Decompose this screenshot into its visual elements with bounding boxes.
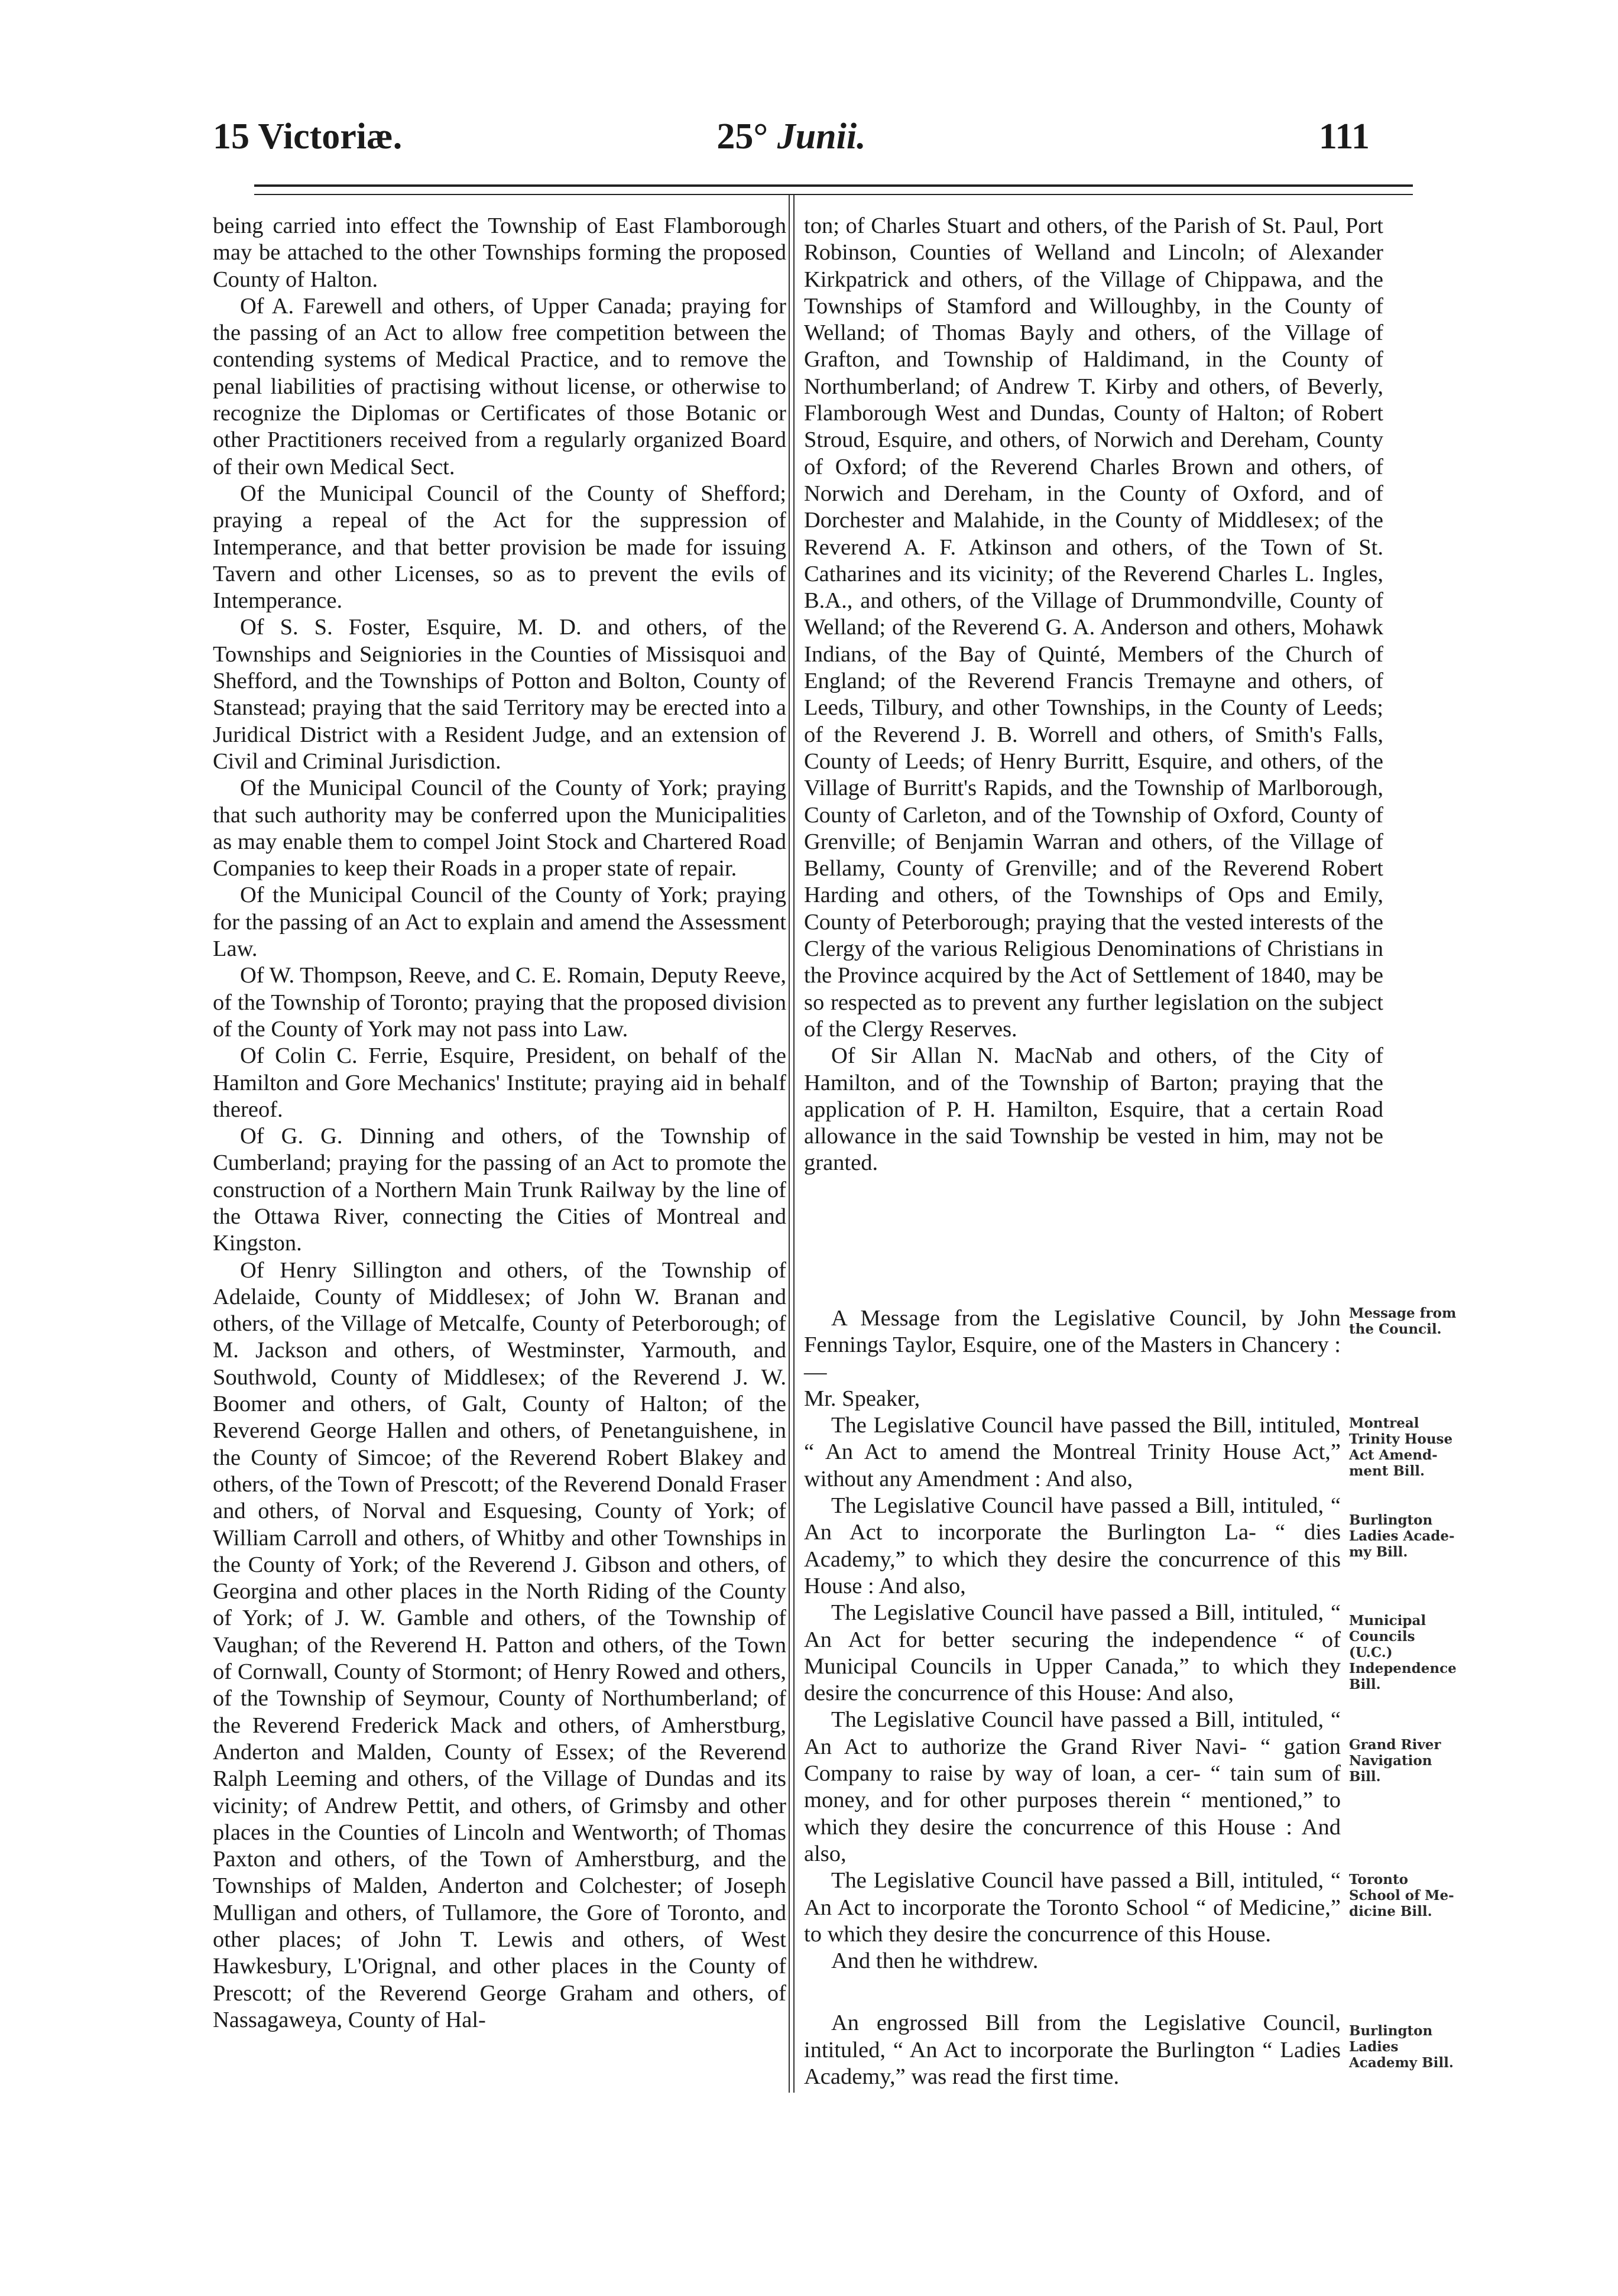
margin-note-line: Trinity House [1349,1431,1453,1447]
margin-note-line: Toronto [1349,1872,1408,1888]
bill-paragraph: The Legislative Council have passed a Bill, intituled, “ An Act to authorize the Grand River Navi- “ gation Company to raise by way of loan, a cer- “ tain sum of money, and for other purposes therein “ mentioned,” to which they desire the concurrence of this House : And also, [804,1707,1341,1866]
withdrew-line: And then he withdrew. [831,1948,1039,1974]
header-month: Junii. [777,116,866,157]
margin-note-line: Grand River [1349,1737,1441,1753]
margin-note-line: ment Bill. [1349,1463,1425,1479]
margin-note [1349,1872,1454,1919]
header-rule-thick [254,184,1413,187]
margin-note-line: Act Amend- [1349,1447,1438,1463]
engrossed-bill-paragraph: An engrossed Bill from the Legislative Council, intituled, “ An Act to incorporate the Burlington “ Ladies Academy,” was read the first time. [804,2010,1341,2090]
margin-note-line: Montreal [1349,1415,1419,1431]
margin-note [1349,1512,1455,1560]
margin-note [1349,1613,1457,1692]
margin-note [1349,1737,1441,1785]
bill-paragraph: The Legislative Council have passed the Bill, intituled, “ An Act to amend the Montreal Trinity House Act,” without any Amendment : And also, [804,1413,1341,1491]
petition-paragraph: Of S. S. Foster, Esquire, M. D. and others, of the Townships and Seigniories in the Counties of Missisquoi and Shefford, and the Townships of Potton and Bolton, County of Stanstead; praying that the said Territory may be erected into a Juridical District with a Resident Judge, and an extension of Civil and Criminal Jurisdiction. [213,615,786,774]
margin-note [1349,2023,1454,2071]
bill-paragraph: The Legislative Council have passed a Bill, intituled, “ An Act to incorporate the Burlington La- “ dies Academy,” to which they desire the concurrence of this House : And also, [804,1493,1341,1598]
bill-paragraph: The Legislative Council have passed a Bill, intituled, “ An Act for better securing the independence “ of Municipal Councils in Upper Canada,” to which they desire the concurrence of this House: And also, [804,1600,1341,1706]
margin-note-line: Ladies Acade- [1349,1528,1455,1544]
margin-note [1349,1415,1452,1479]
margin-note-line: Councils [1349,1629,1415,1645]
left-column [213,213,786,2034]
margin-note-line: Academy Bill. [1349,2055,1454,2071]
petition-paragraph: Of Henry Sillington and others, of the Township of Adelaide, County of Middlesex; of John W. Branan and others, of the Village of Metcalfe, County of Peterborough; of M. Jackson and others, of Westminster, Yarmouth, and Southwold, County of Middlesex; of the Reverend J. W. Boomer and others, of Galt, County of Halton; of the Reverend George Hallen and others, of Penetanguishene, in the County of Simcoe; of the Reverend Robert Blakey and others, of the Town of Prescott; of the Reverend Donald Fraser and others, of Norval and Esquesing, County of York; of William Carroll and others, of Whitby and other Townships in the County of York; of the Reverend J. Gibson and others, of Georgina and other places in the North Riding of the County of York; of J. W. Gamble and others, of the Township of Vaughan; of the Reverend H. Patton and others, of the Town of Cornwall, County of Stormont; of Henry Rowed and others, of the Township of Seymour, County of Northumberland; of the Reverend Frederick Mack and others, of Amherstburg, Anderton and Malden, County of Essex; of the Reverend Ralph Leeming and others, of the Village of Dundas and its vicinity; of Andrew Pettit, and others, of Grimsby and other places in the Counties of Lincoln and Wentworth; of Thomas Paxton and others, of the Town of Amherstburg, and the Townships of Malden, Anderton and Colchester; of Joseph Mulligan and others, of Tullamore, the Gore of Toronto, and other places; of John T. Lewis and others, of West Hawkesbury, L'Orignal, and other places in the County of Prescott; of the Reverend George Graham and others, of Nassagaweya, County of Hal- [213,1257,786,2032]
margin-note-line: Navigation [1349,1753,1432,1769]
margin-note-line: the Council. [1349,1321,1442,1337]
margin-note-line: Burlington [1349,2023,1433,2039]
petition-paragraph: Of W. Thompson, Reeve, and C. E. Romain, Deputy Reeve, of the Township of Toronto; praying that the proposed division of the County of York may not pass into Law. [213,963,786,1042]
margin-note-line: Burlington [1349,1512,1433,1528]
petition-paragraph: ton; of Charles Stuart and others, of the Parish of St. Paul, Port Robinson, Counties of Welland and Lincoln; of Alexander Kirkpatrick and others, of the Village of Chippawa, and the Townships of Stamford and Willoughby, in the County of Welland; of Thomas Bayly and others, of the Village of Grafton, and Township of Haldimand, in the County of Northumberland; of Andrew T. Kirby and others, of Beverly, Flamborough West and Dundas, County of Halton; of Robert Stroud, Esquire, and others, of Norwich and Dereham, County of Oxford; of the Reverend Charles Brown and others, of Norwich and Dereham, in the County of Oxford, and of Dorchester and Malahide, in the County of Middlesex; of the Reverend A. F. Atkinson and others, of the Town of St. Catharines and its vicinity; of the Reverend Charles L. Ingles, B.A., and others, of the Village of Drummondville, County of Welland; of the Reverend G. A. Anderson and others, Mohawk Indians, of the Bay of Quinté, Members of the Church of England; of the Reverend Francis Tremayne and others, of Leeds, Tilbury, and other Townships, in the County of Leeds; of the Reverend J. B. Worrell and others, of Smith's Falls, County of Leeds; of Henry Burritt, Esquire, and others, of the Village of Burritt's Rapids, and the Township of Marlborough, County of Carleton, and of the Township of Oxford, County of Grenville; of Benjamin Warran and others, of the Village of Bellamy, County of Grenville; and of the Reverend Robert Harding and others, of the Townships of Ops and Emily, County of Peterborough; praying that the vested interests of the Clergy of the various Religious Denominations of Christians in the Province acquired by the Act of Settlement of 1840, may be so respected as to prevent any further legislation on the subject of the Clergy Reserves. [804,213,1383,1042]
petition-paragraph: Of Colin C. Ferrie, Esquire, President, on behalf of the Hamilton and Gore Mechanics' Institute; praying aid in behalf thereof. [213,1043,786,1122]
margin-note-line: Message from [1349,1305,1457,1321]
header-date [716,116,865,158]
header-rule-thin [254,194,1413,195]
page-number: 111 [1318,116,1370,157]
margin-note-line: Ladies [1349,2039,1399,2055]
petition-paragraph: being carried into effect the Township of East Flamborough may be attached to the other Townships forming the proposed County of Halton. [213,213,786,292]
margin-note-line: Municipal [1349,1613,1426,1629]
margin-note-line: Independence [1349,1661,1457,1676]
header-regnal-year: 15 Victoriæ. [213,116,403,157]
header-day: 25° [716,116,769,157]
petition-paragraph: Of G. G. Dinning and others, of the Township of Cumberland; praying for the passing of an Act to promote the construction of a Northern Main Trunk Railway by the line of the Ottawa River, connecting the Cities of Montreal and Kingston. [213,1124,786,1256]
message-intro: A Message from the Legislative Council, by John Fennings Taylor, Esquire, one of the Masters in Chancery :— [804,1306,1341,1384]
petition-paragraph: Of the Municipal Council of the County of York; praying that such authority may be conferred upon the Municipalities as may enable them to compel Joint Stock and Chartered Road Companies to keep their Roads in a proper state of repair. [213,776,786,881]
margin-note-line: Bill. [1349,1676,1381,1692]
speaker-address: Mr. Speaker, [804,1386,920,1411]
right-column-top [804,213,1383,1177]
margin-note-line: dicine Bill. [1349,1903,1432,1919]
margin-note-line: my Bill. [1349,1544,1408,1560]
bill-paragraph: The Legislative Council have passed a Bill, intituled, “ An Act to incorporate the Toronto School “ of Medicine,” to which they desire the concurrence of this House. [804,1868,1341,1947]
petition-paragraph: Of the Municipal Council of the County of Shefford; praying a repeal of the Act for the suppression of Intemperance, and that better provision be made for issuing Tavern and other Licenses, so as to prevent the evils of Intemperance. [213,481,786,614]
margin-note-line: Bill. [1349,1769,1381,1785]
petition-paragraph: Of the Municipal Council of the County of York; praying for the passing of an Act to explain and amend the Assessment Law. [213,883,786,962]
right-column-bottom [804,1305,1341,2090]
petition-paragraph: Of A. Farewell and others, of Upper Canada; praying for the passing of an Act to allow free competition between the contending systems of Medical Practice, and to remove the penal liabilities of practising without license, or otherwise to recognize the Diplomas or Certificates of those Botanic or other Practitioners received from a regularly organized Board of their own Medical Sect. [213,293,786,479]
column-divider-second [793,195,795,2093]
margin-note [1349,1305,1456,1337]
page-header [213,116,1370,175]
column-divider [789,195,790,2093]
margin-note-line: School of Me- [1349,1888,1454,1903]
margin-note-line: (U.C.) [1349,1645,1393,1661]
petition-paragraph: Of Sir Allan N. MacNab and others, of the City of Hamilton, and of the Township of Barton; praying that the application of P. H. Hamilton, Esquire, that a certain Road allowance in the said Township be vested in him, may not be granted. [804,1043,1383,1176]
